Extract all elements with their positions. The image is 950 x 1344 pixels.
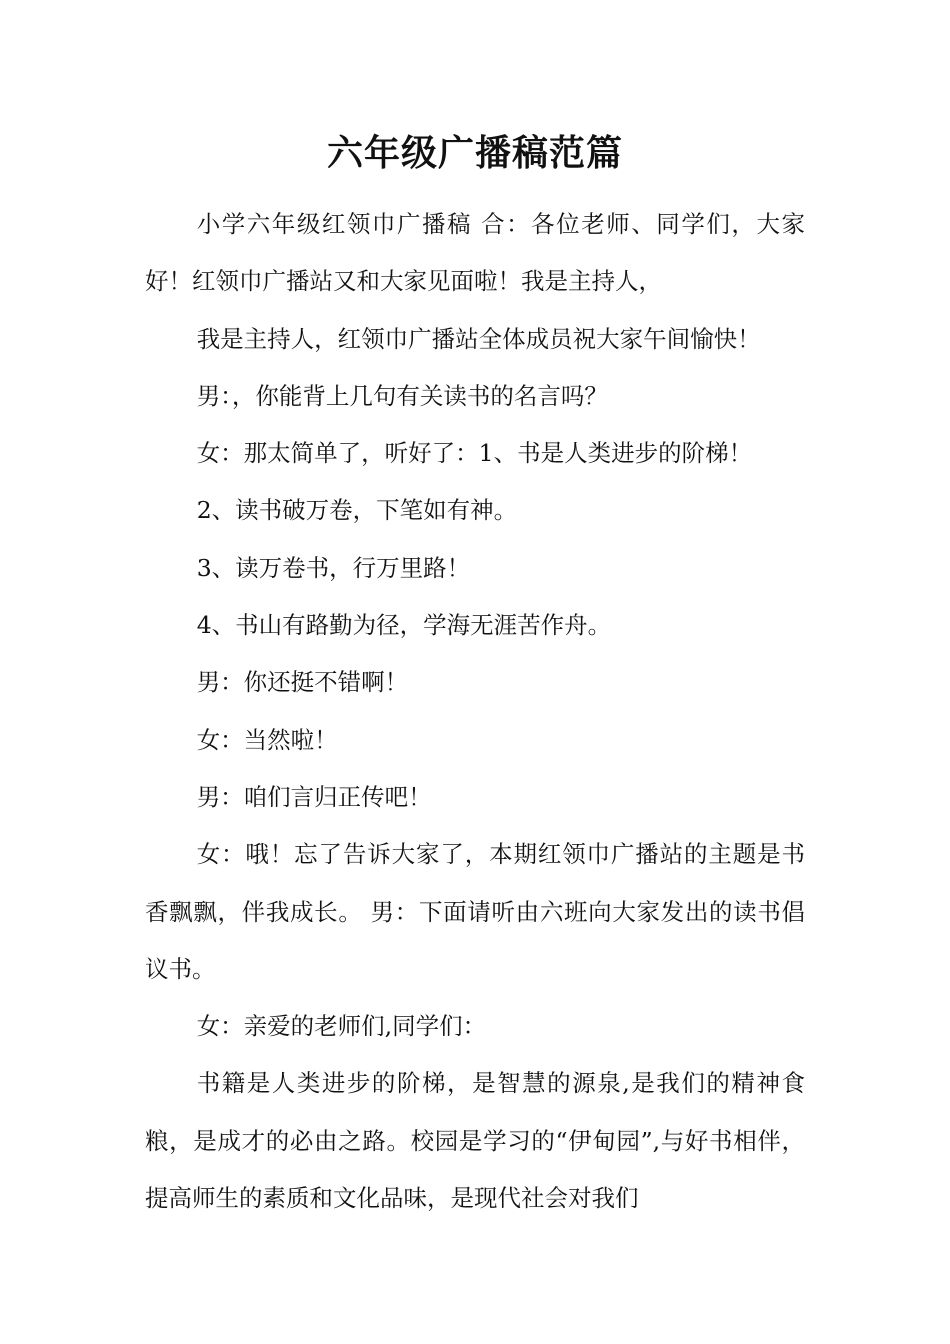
paragraph: 男：你还挺不错啊！ (196, 668, 409, 697)
document-body (145, 196, 805, 1227)
paragraph: 女：亲爱的老师们,同学们： (196, 1012, 487, 1041)
paragraph: 男：咱们言归正传吧！ (196, 782, 432, 811)
paragraph: 女：那太简单了，听好了：1、书是人类进步的阶梯！ (196, 439, 753, 468)
paragraph: 2、读书破万卷，下笔如有神。 (196, 496, 518, 525)
paragraph: 我是主持人，红领巾广播站全体成员祝大家午间愉快！ (196, 324, 761, 353)
paragraph: 女：当然啦！ (196, 725, 338, 754)
document-title: 六年级广播稿范篇 (326, 132, 623, 174)
paragraph: 书籍是人类进步的阶梯，是智慧的源泉,是我们的精神食粮，是成才的必由之路。校园是学习的“伊甸园”,与好书相伴，提高师生的素质和文化品味，是现代社会对我们 (145, 1069, 805, 1213)
paragraph: 4、书山有路勤为径，学海无涯苦作舟。 (196, 611, 612, 640)
paragraph: 3、读万卷书，行万里路！ (196, 553, 471, 582)
paragraph: 小学六年级红领巾广播稿 合：各位老师、同学们，大家好！红领巾广播站又和大家见面啦！我是主持人， (145, 210, 805, 296)
paragraph: 男：，你能背上几句有关读书的名言吗？ (196, 381, 608, 410)
paragraph: 女：哦！忘了告诉大家了，本期红领巾广播站的主题是书香飘飘，伴我成长。 男：下面请听由六班向大家发出的读书倡议书。 (145, 840, 805, 983)
